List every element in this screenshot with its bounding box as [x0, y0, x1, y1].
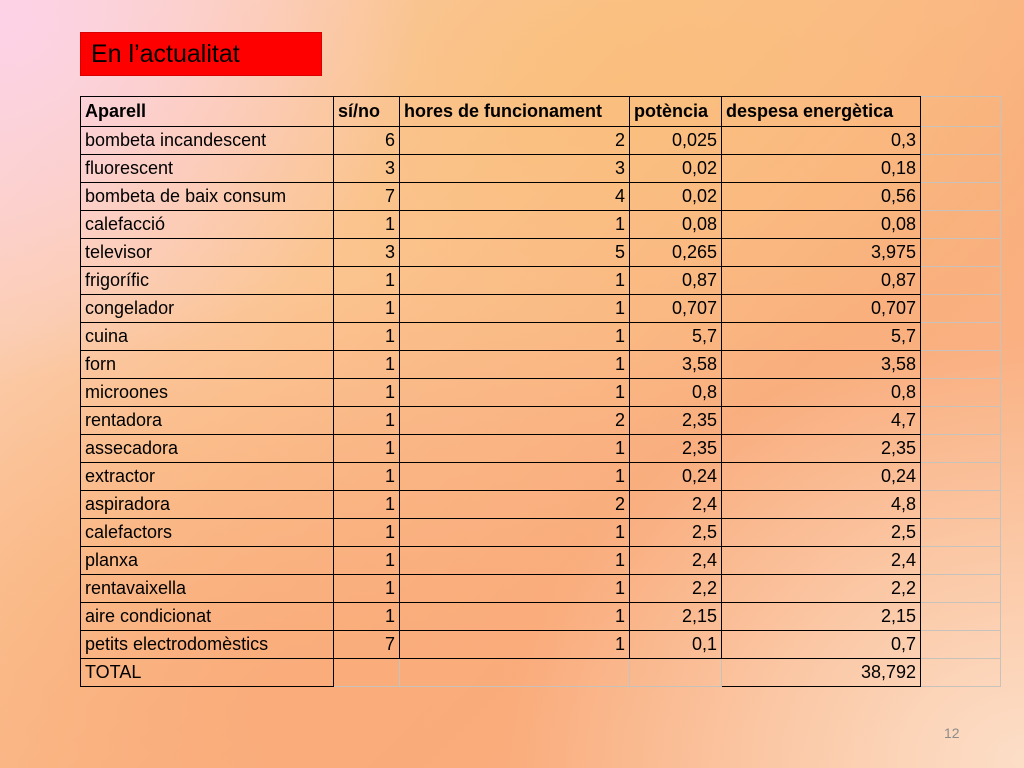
empty-cell	[921, 463, 1001, 491]
cell-potencia: 0,8	[630, 379, 722, 407]
cell-si-no: 1	[334, 575, 400, 603]
cell-potencia: 0,87	[630, 267, 722, 295]
empty-cell	[921, 183, 1001, 211]
total-empty-cell	[400, 659, 630, 687]
cell-si-no: 7	[334, 631, 400, 659]
cell-potencia: 2,2	[630, 575, 722, 603]
cell-potencia: 3,58	[630, 351, 722, 379]
cell-si-no: 1	[334, 295, 400, 323]
table-row	[81, 211, 1001, 239]
cell-aparell: congelador	[81, 295, 334, 323]
cell-aparell: rentadora	[81, 407, 334, 435]
cell-aparell: rentavaixella	[81, 575, 334, 603]
cell-hores: 1	[400, 435, 630, 463]
cell-despesa: 0,56	[722, 183, 921, 211]
cell-si-no: 1	[334, 519, 400, 547]
cell-potencia: 0,707	[630, 295, 722, 323]
table-total-row	[81, 659, 1001, 687]
cell-hores: 1	[400, 211, 630, 239]
table-row	[81, 127, 1001, 155]
cell-despesa: 0,3	[722, 127, 921, 155]
cell-potencia: 2,5	[630, 519, 722, 547]
cell-despesa: 2,2	[722, 575, 921, 603]
table-header-row	[81, 97, 1001, 127]
total-value: 38,792	[722, 659, 921, 687]
cell-potencia: 0,265	[630, 239, 722, 267]
empty-cell	[921, 631, 1001, 659]
cell-hores: 1	[400, 631, 630, 659]
table-row	[81, 547, 1001, 575]
cell-despesa: 4,8	[722, 491, 921, 519]
cell-despesa: 0,24	[722, 463, 921, 491]
cell-despesa: 2,5	[722, 519, 921, 547]
cell-hores: 3	[400, 155, 630, 183]
cell-hores: 2	[400, 491, 630, 519]
cell-despesa: 0,18	[722, 155, 921, 183]
cell-hores: 2	[400, 127, 630, 155]
cell-potencia: 0,08	[630, 211, 722, 239]
cell-si-no: 1	[334, 491, 400, 519]
total-label: TOTAL	[81, 659, 334, 687]
cell-potencia: 2,35	[630, 435, 722, 463]
table-row	[81, 603, 1001, 631]
cell-aparell: petits electrodomèstics	[81, 631, 334, 659]
cell-aparell: frigorífic	[81, 267, 334, 295]
table-row	[81, 463, 1001, 491]
table-row	[81, 239, 1001, 267]
empty-cell	[921, 379, 1001, 407]
cell-si-no: 1	[334, 267, 400, 295]
table-row	[81, 575, 1001, 603]
empty-cell	[921, 211, 1001, 239]
table-row	[81, 351, 1001, 379]
slide-title: En l’actualitat	[91, 40, 240, 68]
cell-aparell: cuina	[81, 323, 334, 351]
empty-cell	[921, 351, 1001, 379]
cell-hores: 2	[400, 407, 630, 435]
cell-hores: 1	[400, 323, 630, 351]
empty-cell	[921, 435, 1001, 463]
table-body	[81, 97, 1001, 687]
empty-cell	[921, 547, 1001, 575]
table-row	[81, 379, 1001, 407]
cell-despesa: 4,7	[722, 407, 921, 435]
cell-aparell: assecadora	[81, 435, 334, 463]
cell-potencia: 0,24	[630, 463, 722, 491]
cell-hores: 1	[400, 379, 630, 407]
cell-potencia: 5,7	[630, 323, 722, 351]
cell-aparell: televisor	[81, 239, 334, 267]
cell-potencia: 0,1	[630, 631, 722, 659]
table-row	[81, 631, 1001, 659]
header-potencia: potència	[630, 97, 722, 127]
cell-si-no: 3	[334, 239, 400, 267]
empty-cell	[921, 407, 1001, 435]
table-row	[81, 407, 1001, 435]
total-empty-cell	[334, 659, 400, 687]
total-empty-cell	[921, 659, 1001, 687]
cell-hores: 1	[400, 603, 630, 631]
cell-si-no: 1	[334, 547, 400, 575]
cell-potencia: 2,15	[630, 603, 722, 631]
cell-si-no: 1	[334, 407, 400, 435]
table-row	[81, 519, 1001, 547]
cell-si-no: 1	[334, 211, 400, 239]
total-empty-cell	[630, 659, 722, 687]
cell-despesa: 0,08	[722, 211, 921, 239]
cell-hores: 5	[400, 239, 630, 267]
cell-potencia: 2,4	[630, 547, 722, 575]
empty-cell	[921, 239, 1001, 267]
cell-aparell: microones	[81, 379, 334, 407]
table-row	[81, 183, 1001, 211]
cell-hores: 1	[400, 463, 630, 491]
empty-cell	[921, 491, 1001, 519]
cell-potencia: 0,02	[630, 183, 722, 211]
cell-aparell: calefacció	[81, 211, 334, 239]
cell-aparell: extractor	[81, 463, 334, 491]
cell-si-no: 7	[334, 183, 400, 211]
cell-si-no: 1	[334, 435, 400, 463]
cell-si-no: 3	[334, 155, 400, 183]
table-row	[81, 491, 1001, 519]
cell-aparell: aire condicionat	[81, 603, 334, 631]
cell-despesa: 0,7	[722, 631, 921, 659]
cell-potencia: 2,35	[630, 407, 722, 435]
cell-aparell: aspiradora	[81, 491, 334, 519]
cell-si-no: 1	[334, 351, 400, 379]
header-si-no: sí/no	[334, 97, 400, 127]
cell-si-no: 6	[334, 127, 400, 155]
cell-hores: 1	[400, 295, 630, 323]
table-row	[81, 435, 1001, 463]
cell-despesa: 5,7	[722, 323, 921, 351]
empty-cell	[921, 575, 1001, 603]
cell-aparell: bombeta incandescent	[81, 127, 334, 155]
cell-aparell: bombeta de baix consum	[81, 183, 334, 211]
table-row	[81, 155, 1001, 183]
cell-potencia: 2,4	[630, 491, 722, 519]
cell-hores: 1	[400, 547, 630, 575]
page-number: 12	[944, 725, 960, 741]
cell-despesa: 0,87	[722, 267, 921, 295]
table-row	[81, 323, 1001, 351]
cell-aparell: calefactors	[81, 519, 334, 547]
cell-hores: 1	[400, 351, 630, 379]
empty-cell	[921, 519, 1001, 547]
cell-despesa: 0,707	[722, 295, 921, 323]
header-aparell: Aparell	[81, 97, 334, 127]
empty-cell	[921, 127, 1001, 155]
header-despesa: despesa energètica	[722, 97, 921, 127]
cell-si-no: 1	[334, 379, 400, 407]
energy-table	[80, 96, 1001, 687]
table-row	[81, 267, 1001, 295]
header-hores: hores de funcionament	[400, 97, 630, 127]
slide-title-box	[80, 32, 322, 76]
empty-cell	[921, 155, 1001, 183]
cell-hores: 1	[400, 519, 630, 547]
cell-hores: 1	[400, 575, 630, 603]
cell-aparell: forn	[81, 351, 334, 379]
cell-si-no: 1	[334, 603, 400, 631]
cell-despesa: 2,15	[722, 603, 921, 631]
cell-despesa: 2,35	[722, 435, 921, 463]
cell-potencia: 0,025	[630, 127, 722, 155]
cell-hores: 1	[400, 267, 630, 295]
table-row	[81, 295, 1001, 323]
cell-hores: 4	[400, 183, 630, 211]
cell-si-no: 1	[334, 323, 400, 351]
cell-despesa: 2,4	[722, 547, 921, 575]
empty-cell	[921, 603, 1001, 631]
empty-cell	[921, 267, 1001, 295]
header-empty-cell	[921, 97, 1001, 127]
cell-potencia: 0,02	[630, 155, 722, 183]
empty-cell	[921, 295, 1001, 323]
cell-despesa: 0,8	[722, 379, 921, 407]
cell-aparell: fluorescent	[81, 155, 334, 183]
empty-cell	[921, 323, 1001, 351]
cell-despesa: 3,58	[722, 351, 921, 379]
cell-aparell: planxa	[81, 547, 334, 575]
cell-despesa: 3,975	[722, 239, 921, 267]
cell-si-no: 1	[334, 463, 400, 491]
